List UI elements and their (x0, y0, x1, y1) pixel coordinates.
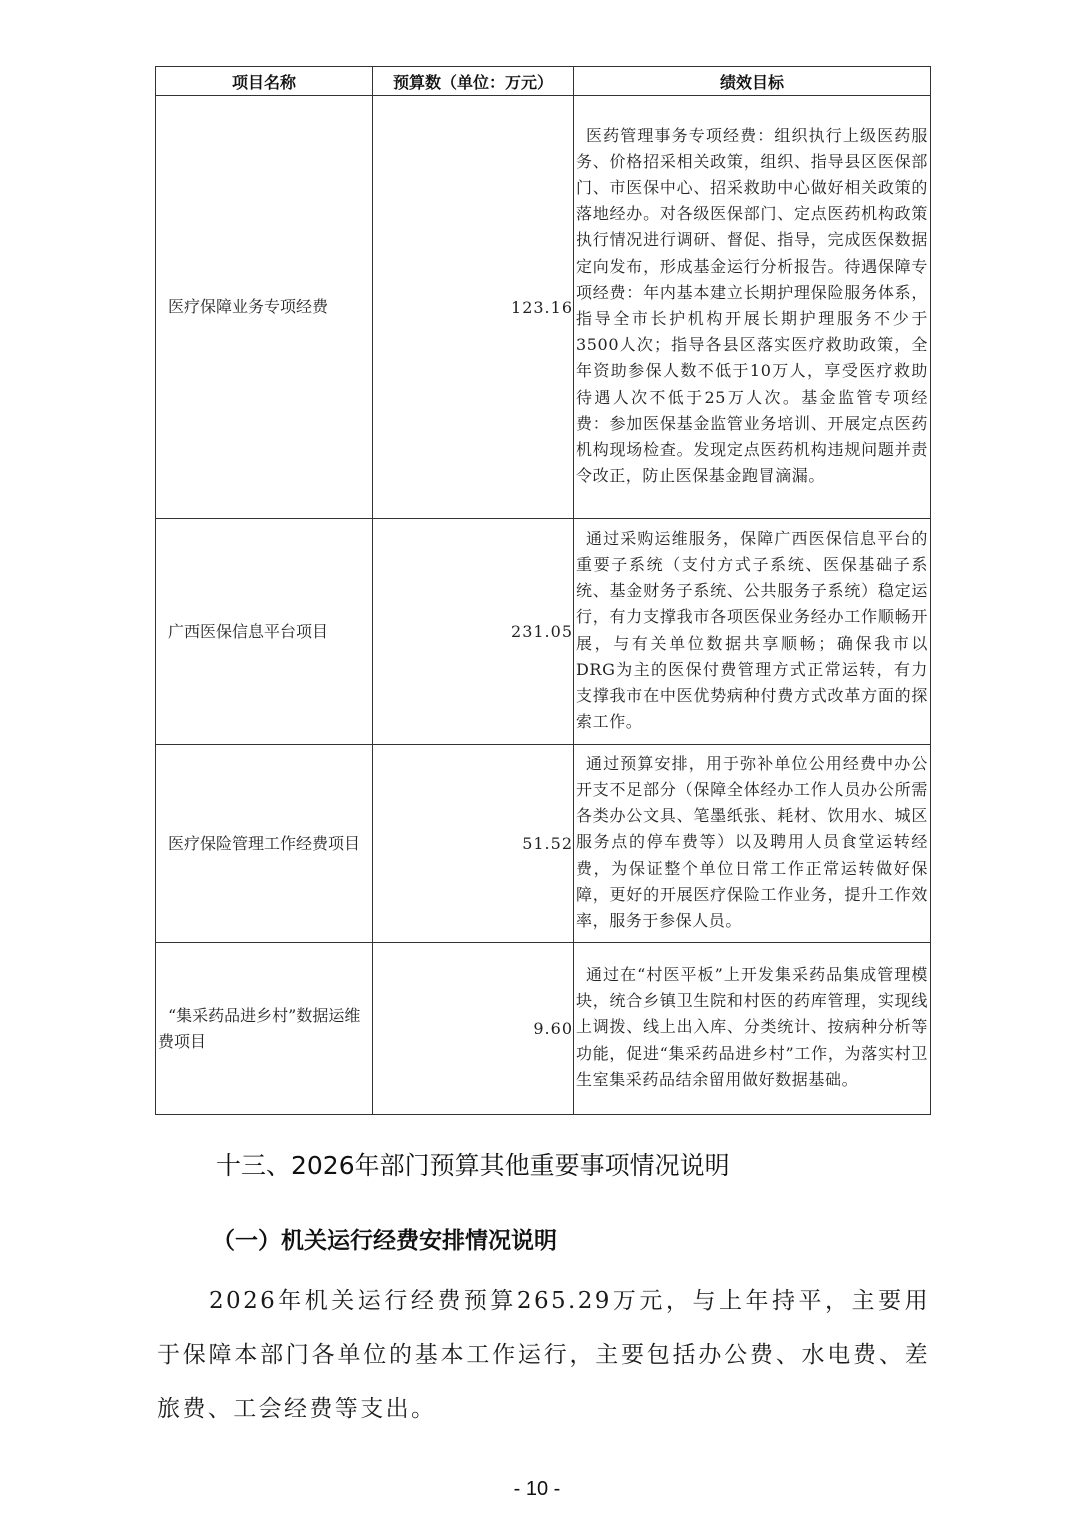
budget-amount-cell: 123.16 (373, 96, 574, 519)
header-budget-amount: 预算数（单位：万元） (373, 67, 574, 96)
header-performance-goal: 绩效目标 (574, 67, 931, 96)
table-row (156, 96, 931, 519)
section-heading: 十三、2026年部门预算其他重要事项情况说明 (216, 1151, 730, 1180)
table-row (156, 519, 931, 745)
budget-amount-cell: 51.52 (373, 745, 574, 943)
table-header-row (156, 67, 931, 96)
project-name-cell: 广西医保信息平台项目 (156, 519, 373, 745)
table-row (156, 745, 931, 943)
performance-goal-cell: 医药管理事务专项经费：组织执行上级医药服务、价格招采相关政策，组织、指导县区医保部门、市医保中心、招采救助中心做好相关政策的落地经办。对各级医保部门、定点医药机构政策执行情况进行调研、督促、指导，完成医保数据定向发布，形成基金运行分析报告。待遇保障专项经费：年内基本建立长期护理保险服务体系，指导全市长护机构开展长期护理服务不少于3500人次；指导各县区落实医疗救助政策，全年资助参保人数不低于10万人，享受医疗救助待遇人次不低于25万人次。基金监管专项经费：参加医保基金监管业务培训、开展定点医药机构现场检查。发现定点医药机构违规问题并责令改正，防止医保基金跑冒滴漏。 (574, 96, 931, 519)
performance-goal-cell: 通过采购运维服务，保障广西医保信息平台的重要子系统（支付方式子系统、医保基础子系统、基金财务子系统、公共服务子系统）稳定运行，有力支撑我市各项医保业务经办工作顺畅开展，与有关单位数据共享顺畅；确保我市以DRG为主的医保付费管理方式正常运转，有力支撑我市在中医优势病种付费方式改革方面的探索工作。 (574, 519, 931, 745)
table-row (156, 943, 931, 1115)
budget-amount-cell: 231.05 (373, 519, 574, 745)
body-paragraph: 2026年机关运行经费预算265.29万元，与上年持平，主要用于保障本部门各单位的基本工作运行，主要包括办公费、水电费、差旅费、工会经费等支出。 (157, 1288, 930, 1422)
project-name-cell: “集采药品进乡村”数据运维费项目 (156, 943, 373, 1115)
header-project-name: 项目名称 (156, 67, 373, 96)
performance-goal-cell: 通过在“村医平板”上开发集采药品集成管理模块，统合乡镇卫生院和村医的药库管理，实现线上调拨、线上出入库、分类统计、按病种分析等功能，促进“集采药品进乡村”工作，为落实村卫生室集采药品结余留用做好数据基础。 (574, 943, 931, 1115)
project-name-cell: 医疗保障业务专项经费 (156, 96, 373, 519)
page-number: - 10 - (513, 1478, 561, 1500)
budget-performance-table (155, 66, 931, 1115)
budget-amount-cell: 9.60 (373, 943, 574, 1115)
performance-goal-cell: 通过预算安排，用于弥补单位公用经费中办公开支不足部分（保障全体经办工作人员办公所需各类办公文具、笔墨纸张、耗材、饮用水、城区服务点的停车费等）以及聘用人员食堂运转经费，为保证整个单位日常工作正常运转做好保障，更好的开展医疗保险工作业务，提升工作效率，服务于参保人员。 (574, 745, 931, 943)
subsection-heading: （一）机关运行经费安排情况说明 (212, 1228, 557, 1254)
project-name-cell: 医疗保险管理工作经费项目 (156, 745, 373, 943)
